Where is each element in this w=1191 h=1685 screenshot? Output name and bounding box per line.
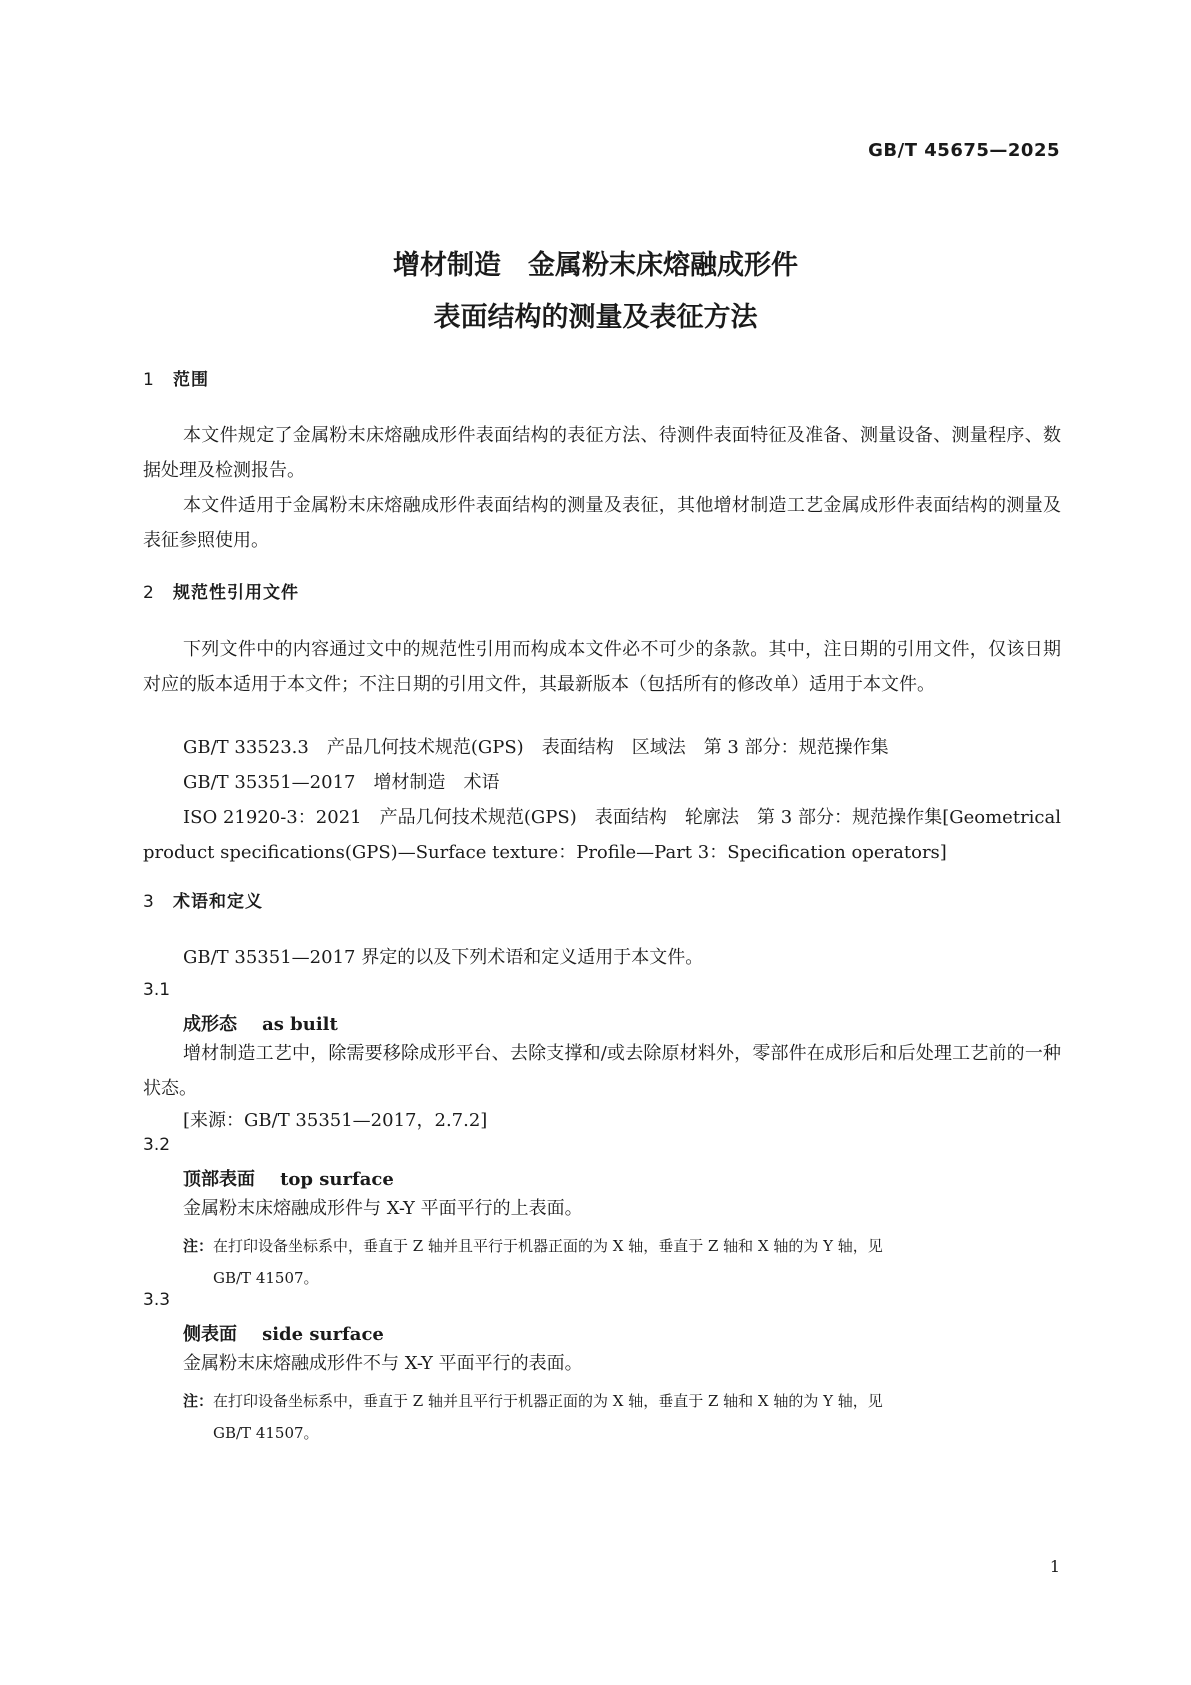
standard-code: GB/T 45675—2025 (868, 140, 1060, 161)
term-source: [来源：GB/T 35351—2017，2.7.2] (183, 1110, 488, 1131)
term-name (183, 1165, 394, 1191)
section-1-heading (143, 365, 209, 390)
note-label: 注： (183, 1237, 214, 1255)
section-2-heading (143, 578, 299, 603)
note-text-continued: GB/T 41507。 (213, 1269, 319, 1287)
term-name-cn: 成形态 (183, 1014, 237, 1035)
terms-intro: GB/T 35351—2017 界定的以及下列术语和定义适用于本文件。 (183, 947, 704, 968)
scope-paragraph-1: 本文件规定了金属粉末床熔融成形件表面结构的表征方法、待测件表面特征及准备、测量设备、测量程序、数据处理及检测报告。 (143, 425, 1061, 481)
term-name-en: side surface (262, 1324, 384, 1345)
scope-paragraph-2: 本文件适用于金属粉末床熔融成形件表面结构的测量及表征，其他增材制造工艺金属成形件表面结构的测量及表征参照使用。 (143, 495, 1061, 551)
term-name (183, 1320, 384, 1346)
reference-item: GB/T 33523.3 产品几何技术规范(GPS) 表面结构 区域法 第 3 部分：规范操作集 (183, 737, 889, 758)
section-3-heading (143, 887, 263, 912)
page-number: 1 (1049, 1557, 1060, 1576)
note-text: 在打印设备坐标系中，垂直于 Z 轴并且平行于机器正面的为 X 轴，垂直于 Z 轴和 X 轴的为 Y 轴，见 (213, 1237, 883, 1255)
term-note (183, 1385, 1061, 1449)
term-name-cn: 侧表面 (183, 1324, 237, 1345)
term-definition: 金属粉末床熔融成形件不与 X-Y 平面平行的表面。 (183, 1353, 583, 1374)
note-label: 注： (183, 1392, 214, 1410)
section-number: 1 (143, 370, 155, 390)
term-note (183, 1230, 1061, 1294)
term-name-en: top surface (280, 1169, 394, 1190)
term-name (183, 1010, 338, 1036)
section-number: 3 (143, 892, 155, 912)
term-definition: 增材制造工艺中，除需要移除成形平台、去除支撑和/或去除原材料外，零部件在成形后和后处理工艺前的一种状态。 (143, 1043, 1061, 1099)
title-line-1: 增材制造 金属粉末床熔融成形件 (393, 250, 798, 281)
reference-item: ISO 21920-3：2021 产品几何技术规范(GPS) 表面结构 轮廓法 第 3 部分：规范操作集[Geometrical product specifications(GPS)—Surface texture：Profile—Part 3：Specification operators] (143, 807, 1061, 863)
term-number: 3.2 (143, 1135, 171, 1155)
note-text-continued: GB/T 41507。 (213, 1424, 319, 1442)
term-number: 3.3 (143, 1290, 171, 1310)
document-title (0, 240, 1191, 344)
term-name-en: as built (262, 1014, 338, 1035)
section-title: 范围 (173, 370, 209, 390)
reference-item: GB/T 35351—2017 增材制造 术语 (183, 772, 500, 793)
section-title: 术语和定义 (173, 892, 263, 912)
term-number: 3.1 (143, 980, 171, 1000)
note-text: 在打印设备坐标系中，垂直于 Z 轴并且平行于机器正面的为 X 轴，垂直于 Z 轴和 X 轴的为 Y 轴，见 (213, 1392, 883, 1410)
term-name-cn: 顶部表面 (183, 1169, 255, 1190)
section-number: 2 (143, 583, 155, 603)
references-intro: 下列文件中的内容通过文中的规范性引用而构成本文件必不可少的条款。其中，注日期的引用文件，仅该日期对应的版本适用于本文件；不注日期的引用文件，其最新版本（包括所有的修改单）适用于本文件。 (143, 639, 1061, 695)
title-line-2: 表面结构的测量及表征方法 (433, 302, 758, 333)
section-title: 规范性引用文件 (173, 583, 299, 603)
term-definition: 金属粉末床熔融成形件与 X-Y 平面平行的上表面。 (183, 1198, 583, 1219)
